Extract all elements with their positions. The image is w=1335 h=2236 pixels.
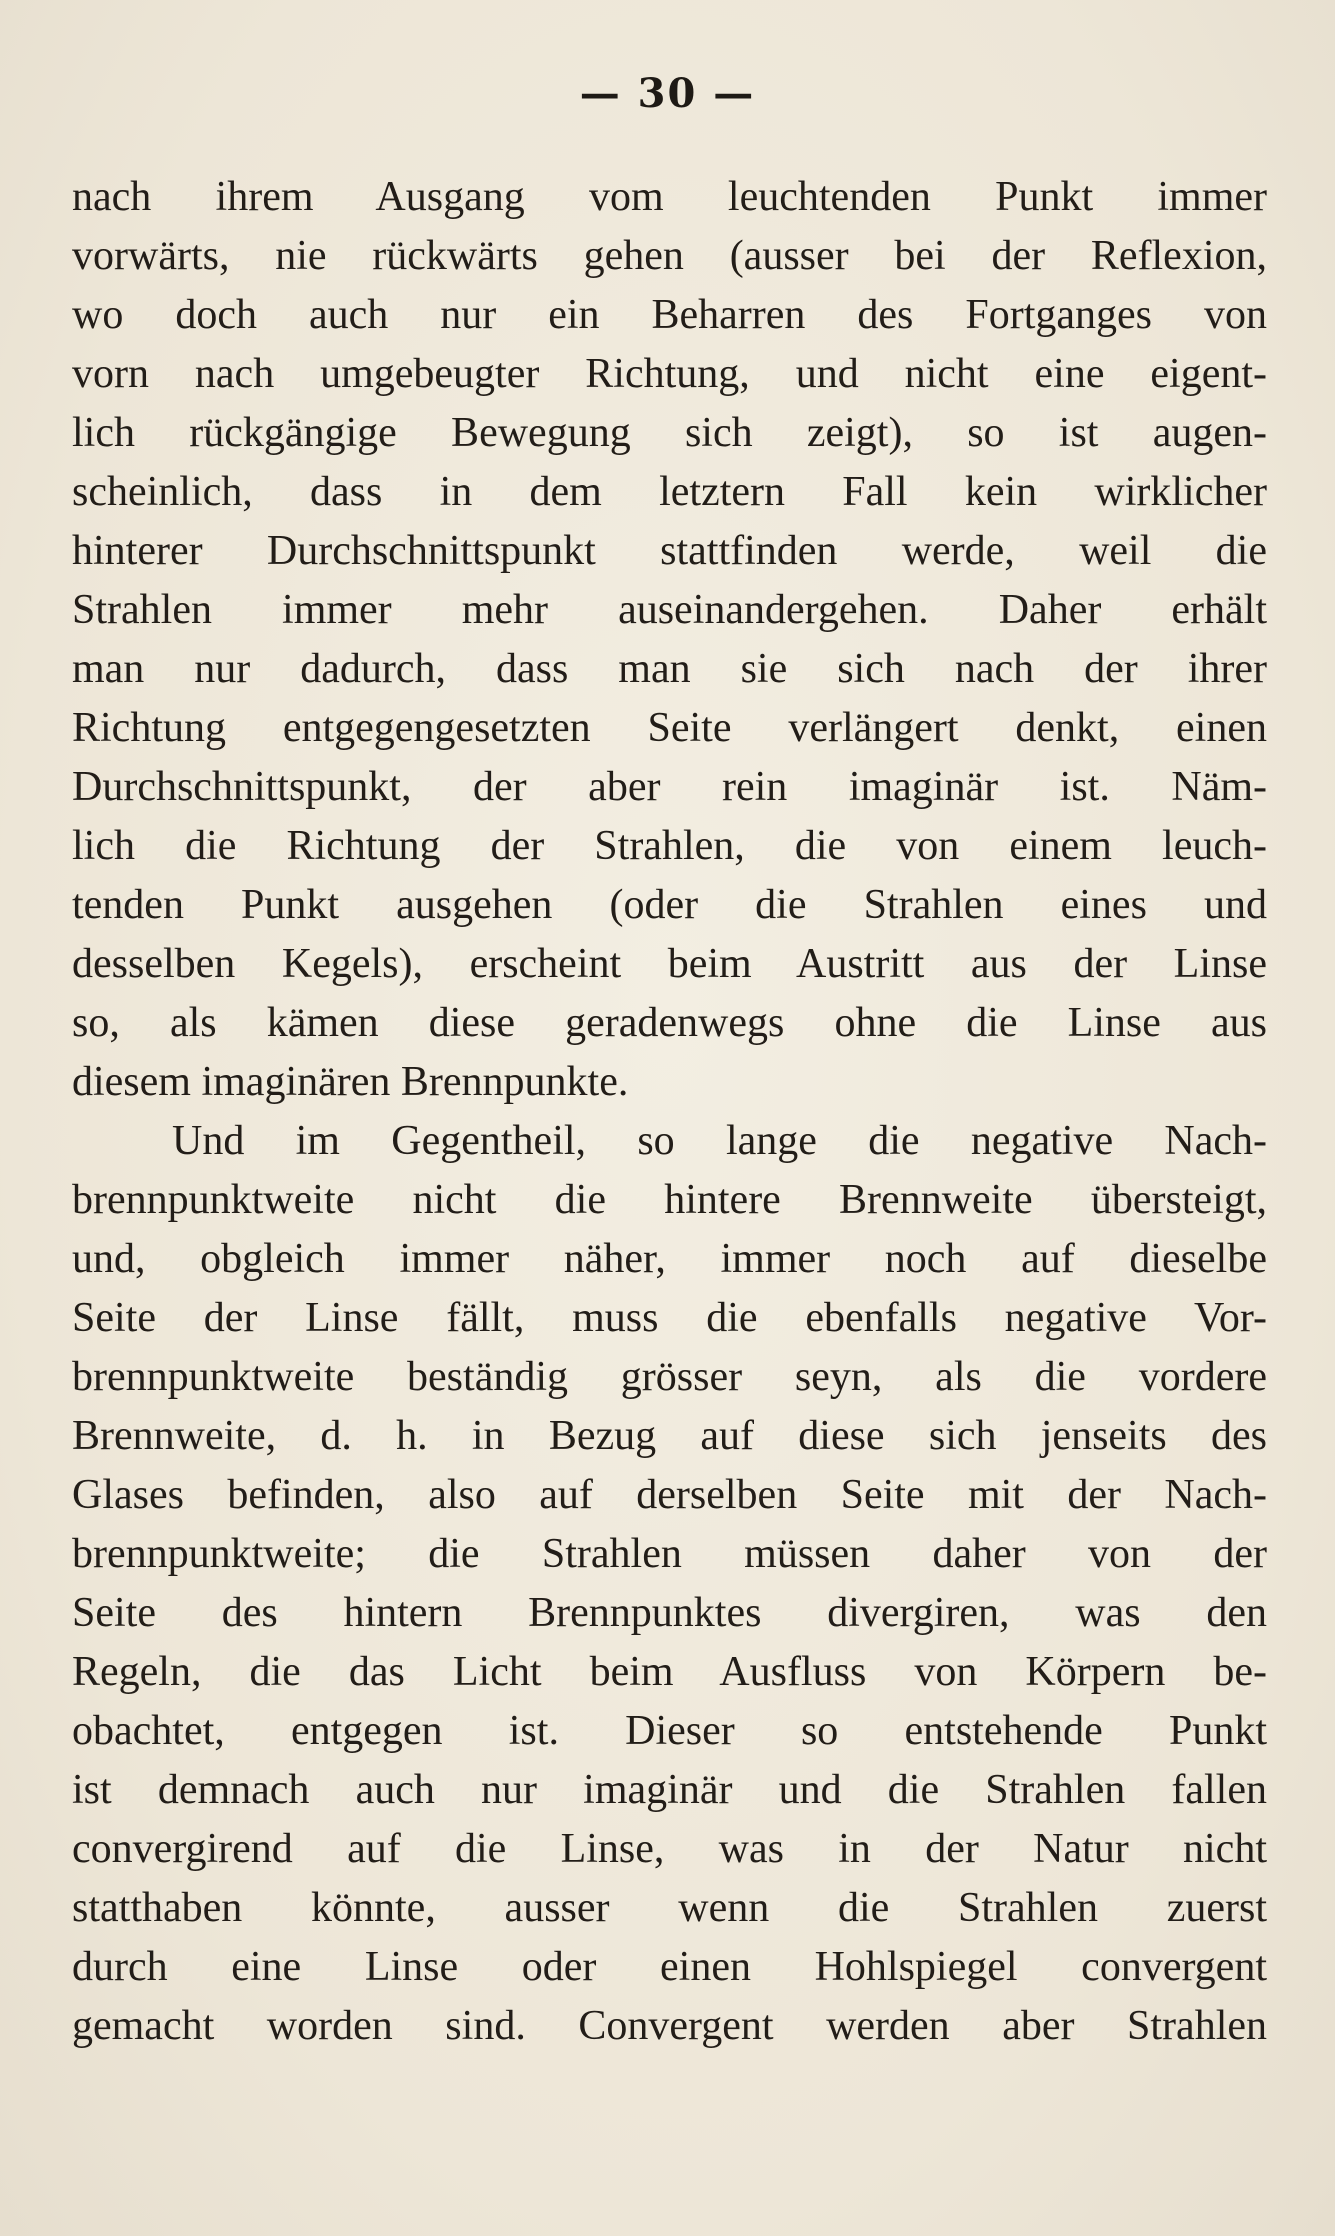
text-line: hinterer Durchschnittspunkt stattfinden werde, weil die [72, 528, 1267, 574]
text-line: Glases befinden, also auf derselben Seite mit der Nach- [72, 1472, 1267, 1518]
text-line: Brennweite, d. h. in Bezug auf diese sich jenseits des [72, 1413, 1267, 1459]
text-line: Richtung entgegengesetzten Seite verlängert denkt, einen [72, 705, 1267, 751]
text-line: tenden Punkt ausgehen (oder die Strahlen eines und [72, 882, 1267, 928]
text-line: ist demnach auch nur imaginär und die Strahlen fallen [72, 1767, 1267, 1813]
text-line: Regeln, die das Licht beim Ausfluss von Körpern be- [72, 1649, 1267, 1695]
text-line: brennpunktweite beständig grösser seyn, als die vordere [72, 1354, 1267, 1400]
text-line: Seite des hintern Brennpunktes divergiren, was den [72, 1590, 1267, 1636]
page-number: — 30 — [579, 70, 756, 117]
body-text [72, 168, 1267, 2056]
text-line: nach ihrem Ausgang vom leuchtenden Punkt immer [72, 174, 1267, 220]
text-line: man nur dadurch, dass man sie sich nach der ihrer [72, 646, 1267, 692]
text-line: Und im Gegentheil, so lange die negative Nach- [172, 1118, 1267, 1164]
text-line: diesem imaginären Brennpunkte. [72, 1059, 629, 1105]
text-line: Strahlen immer mehr auseinandergehen. Daher erhält [72, 587, 1267, 633]
text-line: so, als kämen diese geradenwegs ohne die Linse aus [72, 1000, 1267, 1046]
text-line: durch eine Linse oder einen Hohlspiegel convergent [72, 1944, 1267, 1990]
text-line: vorn nach umgebeugter Richtung, und nicht eine eigent- [72, 351, 1267, 397]
text-line: statthaben könnte, ausser wenn die Strahlen zuerst [72, 1885, 1267, 1931]
text-line: scheinlich, dass in dem letztern Fall kein wirklicher [72, 469, 1267, 515]
text-line: wo doch auch nur ein Beharren des Fortganges von [72, 292, 1267, 338]
text-line: Durchschnittspunkt, der aber rein imaginär ist. Näm- [72, 764, 1267, 810]
text-line: brennpunktweite; die Strahlen müssen daher von der [72, 1531, 1267, 1577]
text-line: lich die Richtung der Strahlen, die von einem leuch- [72, 823, 1267, 869]
text-line: gemacht worden sind. Convergent werden aber Strahlen [72, 2003, 1267, 2049]
text-line: Seite der Linse fällt, muss die ebenfalls negative Vor- [72, 1295, 1267, 1341]
text-line: und, obgleich immer näher, immer noch auf dieselbe [72, 1236, 1267, 1282]
text-line: desselben Kegels), erscheint beim Austritt aus der Linse [72, 941, 1267, 987]
text-line: brennpunktweite nicht die hintere Brennweite übersteigt, [72, 1177, 1267, 1223]
text-line: convergirend auf die Linse, was in der Natur nicht [72, 1826, 1267, 1872]
text-line: vorwärts, nie rückwärts gehen (ausser bei der Reflexion, [72, 233, 1267, 279]
text-line: lich rückgängige Bewegung sich zeigt), so ist augen- [72, 410, 1267, 456]
text-line: obachtet, entgegen ist. Dieser so entstehende Punkt [72, 1708, 1267, 1754]
